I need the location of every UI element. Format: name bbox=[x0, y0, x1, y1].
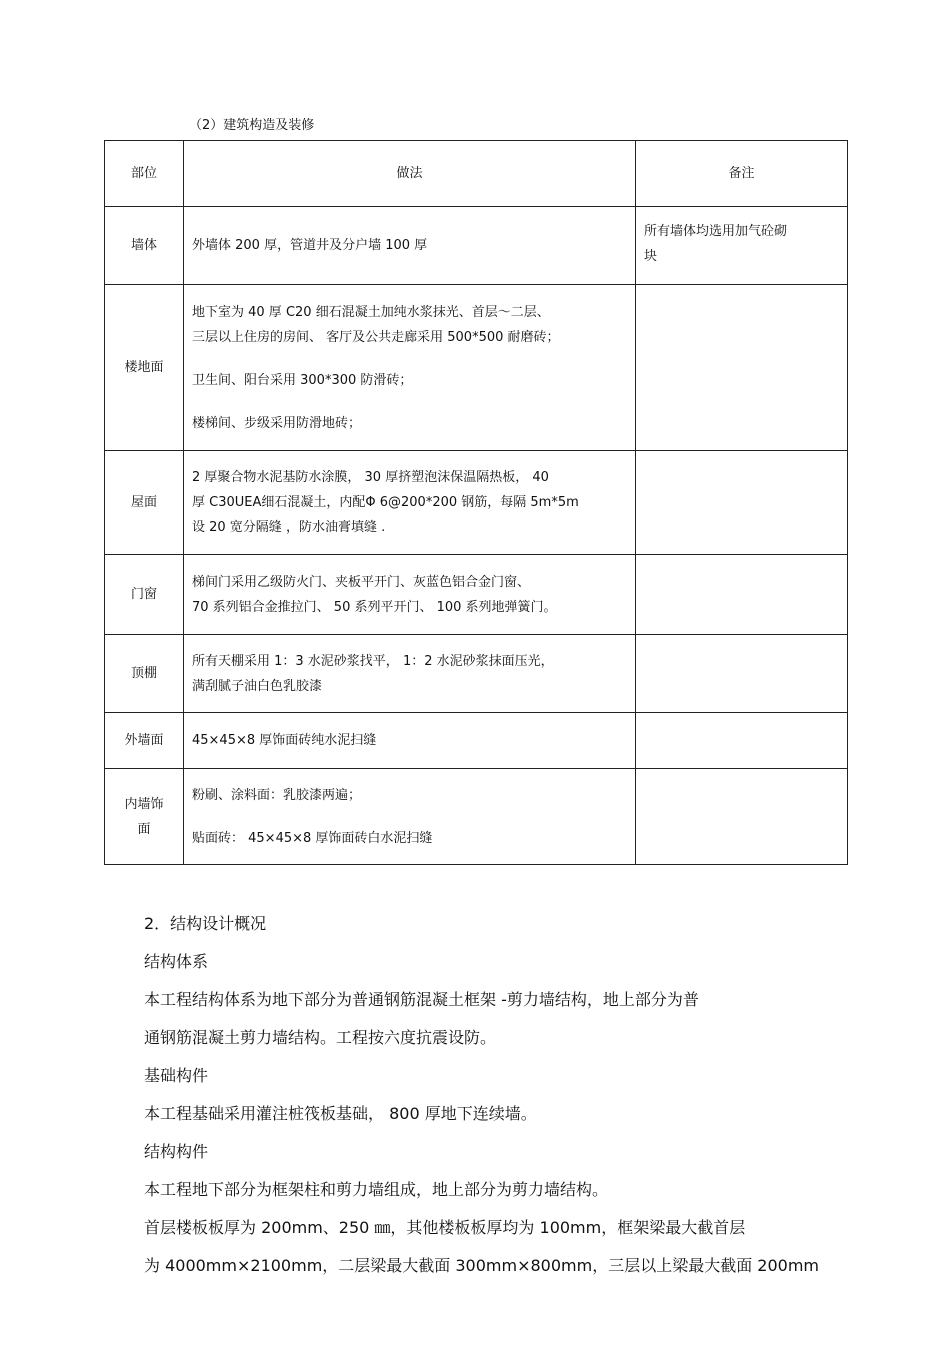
method-line: 设 20 宽分隔缝 ，防水油膏填缝 . bbox=[192, 520, 386, 535]
row-part-doors-windows: 门窗 bbox=[105, 555, 184, 635]
method-line: 厚 C30UEA细石混凝土，内配Φ 6@200*200 钢筋，每隔 5m*5m bbox=[192, 495, 579, 510]
part-line: 内墙饰 bbox=[124, 796, 164, 812]
table-caption: （2）建筑构造及装修 bbox=[189, 118, 315, 133]
paragraph-line: 通钢筋混凝土剪力墙结构。工程按六度抗震设防。 bbox=[144, 1028, 497, 1047]
row-method-exterior-wall bbox=[184, 713, 636, 769]
method-line: 贴面砖： 45×45×8 厚饰面砖白水泥扫缝 bbox=[192, 830, 433, 846]
method-line: 满刮腻子油白色乳胶漆 bbox=[192, 678, 323, 694]
row-note-roof bbox=[636, 451, 848, 555]
table-row bbox=[105, 635, 848, 713]
row-note-floor bbox=[636, 285, 848, 451]
row-part-interior-wall bbox=[105, 769, 184, 865]
row-method-doors-windows bbox=[184, 555, 636, 635]
structure-section bbox=[144, 905, 844, 1285]
row-note-doors-windows bbox=[636, 555, 848, 635]
method-line: 楼梯间、步级采用防滑地砖； bbox=[192, 415, 362, 431]
table-header-row bbox=[105, 141, 848, 207]
paragraph-line: 本工程结构体系为地下部分为普通钢筋混凝土框架 -剪力墙结构，地上部分为普 bbox=[144, 990, 699, 1009]
table-row bbox=[105, 207, 848, 285]
paragraph-line: 首层楼板板厚为 200mm、250 ㎜，其他楼板板厚均为 100mm，框架梁最大截首层 bbox=[144, 1218, 746, 1237]
row-note-exterior-wall bbox=[636, 713, 848, 769]
table-row bbox=[105, 555, 848, 635]
row-note-interior-wall bbox=[636, 769, 848, 865]
method-line: 卫生间、阳台采用 300*300 防滑砖； bbox=[192, 372, 413, 388]
header-note: 备注 bbox=[636, 141, 848, 207]
row-part-ceiling: 顶棚 bbox=[105, 635, 184, 713]
method-line: 三层以上住房的房间、 客厅及公共走廊采用 500*500 耐磨砖； bbox=[192, 329, 560, 345]
row-method-roof bbox=[184, 451, 636, 555]
method-line: 45×45×8 厚饰面砖纯水泥扫缝 bbox=[192, 733, 377, 748]
row-method-floor bbox=[184, 285, 636, 451]
paragraph-line: 本工程地下部分为框架柱和剪力墙组成，地上部分为剪力墙结构。 bbox=[144, 1180, 609, 1199]
note-line: 所有墙体均选用加气砼砌 bbox=[644, 224, 788, 239]
table-row bbox=[105, 769, 848, 865]
row-method-interior-wall bbox=[184, 769, 636, 865]
row-part-roof: 屋面 bbox=[105, 451, 184, 555]
row-note-ceiling bbox=[636, 635, 848, 713]
row-part-wall: 墙体 bbox=[105, 207, 184, 285]
paragraph-line: 本工程基础采用灌注桩筏板基础， 800 厚地下连续墙。 bbox=[144, 1104, 537, 1123]
method-line: 地下室为 40 厚 C20 细石混凝土加纯水浆抹光、首层～二层、 bbox=[192, 304, 550, 320]
subheading-foundation: 基础构件 bbox=[144, 1066, 209, 1085]
subheading-structural-system: 结构体系 bbox=[144, 952, 209, 971]
row-part-exterior-wall: 外墙面 bbox=[105, 713, 184, 769]
method-line: 粉刷、涂料面：乳胶漆两遍； bbox=[192, 787, 362, 803]
row-method-ceiling bbox=[184, 635, 636, 713]
method-line: 70 系列铝合金推拉门、 50 系列平开门、 100 系列地弹簧门。 bbox=[192, 599, 557, 615]
header-part: 部位 bbox=[105, 141, 184, 207]
method-line: 梯间门采用乙级防火门、夹板平开门、灰蓝色铝合金门窗、 bbox=[192, 574, 531, 590]
subheading-structural-members: 结构构件 bbox=[144, 1142, 209, 1161]
construction-table bbox=[104, 140, 848, 865]
section-heading: 2．结构设计概况 bbox=[144, 914, 267, 933]
spacer bbox=[192, 808, 627, 826]
method-line: 外墙体 200 厚，管道井及分户墙 100 厚 bbox=[192, 238, 428, 253]
method-line: 所有天棚采用 1：3 水泥砂浆找平， 1：2 水泥砂浆抹面压光， bbox=[192, 653, 554, 669]
method-line: 2 厚聚合物水泥基防水涂膜， 30 厚挤塑泡沫保温隔热板， 40 bbox=[192, 470, 549, 485]
row-method-wall bbox=[184, 207, 636, 285]
header-method: 做法 bbox=[184, 141, 636, 207]
part-line: 面 bbox=[137, 821, 151, 837]
table-row bbox=[105, 285, 848, 451]
note-line: 块 bbox=[644, 249, 658, 264]
row-part-floor: 楼地面 bbox=[105, 285, 184, 451]
table-row bbox=[105, 451, 848, 555]
spacer bbox=[192, 350, 627, 368]
spacer bbox=[192, 393, 627, 411]
table-row bbox=[105, 713, 848, 769]
row-note-wall bbox=[636, 207, 848, 285]
paragraph-line: 为 4000mm×2100mm，二层梁最大截面 300mm×800mm，三层以上梁最大截面 200mm bbox=[144, 1256, 819, 1275]
